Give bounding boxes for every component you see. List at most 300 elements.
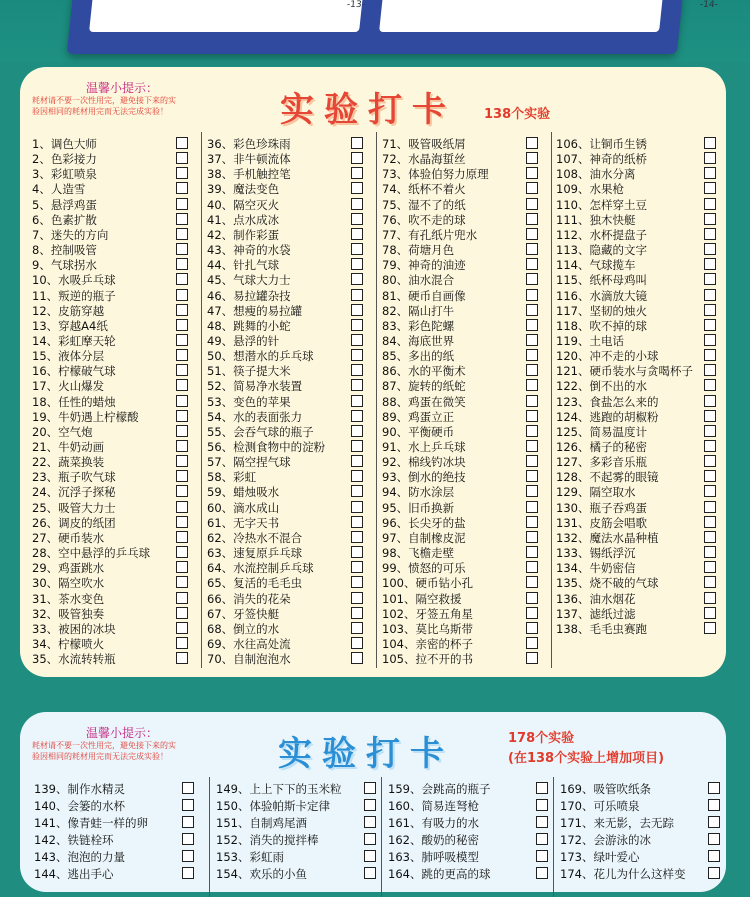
checkbox[interactable] [176,455,188,467]
checkbox[interactable] [526,440,538,452]
checkbox[interactable] [351,304,363,316]
checklist-row [560,798,738,813]
checkbox[interactable] [176,410,188,422]
checklist-row [382,272,557,287]
checkbox[interactable] [351,319,363,331]
checkbox[interactable] [182,782,194,794]
checklist-row [556,333,731,348]
experiment-label: 111、独木快艇 [556,212,636,227]
checkbox[interactable] [526,167,538,179]
checklist-row [34,866,212,881]
checkbox[interactable] [526,425,538,437]
checkbox[interactable] [176,607,188,619]
checklist-row [207,333,382,348]
experiment-label: 35、水流转转瓶 [32,652,116,667]
experiment-label: 14、彩虹摩天轮 [32,333,116,348]
checkbox[interactable] [351,652,363,664]
checkbox[interactable] [351,425,363,437]
checklist-row [560,849,738,864]
experiment-label: 75、湿不了的纸 [382,197,466,212]
checkbox[interactable] [176,501,188,513]
checklist-row [382,409,557,424]
checkbox[interactable] [526,304,538,316]
experiment-label: 101、隔空救援 [382,591,462,606]
checklist-row [382,424,557,439]
checklist-row [556,394,731,409]
checkbox[interactable] [182,867,194,879]
checkbox[interactable] [351,546,363,558]
checkbox[interactable] [526,531,538,543]
checkbox[interactable] [704,455,716,467]
checklist-row [382,454,557,469]
experiment-label: 42、制作彩蛋 [207,227,280,242]
checkbox[interactable] [176,485,188,497]
checklist-row [556,409,731,424]
checkbox[interactable] [536,816,548,828]
checkbox[interactable] [704,319,716,331]
checkbox[interactable] [351,622,363,634]
checkbox[interactable] [526,410,538,422]
checkbox[interactable] [526,576,538,588]
checkbox[interactable] [351,637,363,649]
checklist-row [382,606,557,621]
experiment-label: 26、调皮的纸团 [32,515,116,530]
checklist-row [34,832,212,847]
checklist-row [207,575,382,590]
checkbox[interactable] [351,273,363,285]
checkbox[interactable] [176,182,188,194]
checkbox[interactable] [704,379,716,391]
checkbox[interactable] [176,243,188,255]
checkbox[interactable] [708,833,720,845]
checkbox[interactable] [526,319,538,331]
checklist-row [207,151,382,166]
checkbox[interactable] [704,561,716,573]
checkbox[interactable] [526,516,538,528]
checkbox[interactable] [351,455,363,467]
checkbox[interactable] [704,485,716,497]
checklist-row [32,212,207,227]
checkbox[interactable] [526,364,538,376]
checkbox[interactable] [704,167,716,179]
checkbox[interactable] [708,816,720,828]
checkbox[interactable] [526,137,538,149]
checklist-row [560,866,738,881]
checkbox[interactable] [176,152,188,164]
checkbox[interactable] [176,304,188,316]
experiment-label: 54、水的表面张力 [207,409,303,424]
checkbox[interactable] [364,799,376,811]
checkbox[interactable] [704,198,716,210]
checklist-row [556,363,731,378]
experiment-label: 160、简易连弩枪 [388,799,479,813]
checklist-row [207,439,382,454]
checkbox[interactable] [351,592,363,604]
experiment-label: 110、怎样穿土豆 [556,197,647,212]
checkbox[interactable] [526,243,538,255]
checkbox[interactable] [704,243,716,255]
checkbox[interactable] [704,546,716,558]
checklist-row [207,288,382,303]
checkbox[interactable] [704,334,716,346]
checkbox[interactable] [182,799,194,811]
experiment-label: 74、纸杯不着火 [382,182,466,197]
experiment-label: 91、水上乒乓球 [382,440,466,454]
checklist-row [556,591,731,606]
checkbox[interactable] [176,470,188,482]
checklist-row [556,318,731,333]
experiment-label: 78、荷塘月色 [382,243,455,258]
checklist-row [32,272,207,287]
checkbox[interactable] [526,152,538,164]
experiment-label: 44、针扎气球 [207,258,280,273]
experiment-label: 174、花儿为什么这样变 [560,867,686,881]
checkbox[interactable] [704,258,716,270]
experiment-label: 117、坚韧的烛火 [556,303,647,318]
checkbox[interactable] [536,799,548,811]
experiment-label: 6、色素扩散 [32,212,97,227]
checkbox[interactable] [526,213,538,225]
experiment-label: 66、消失的花朵 [207,591,291,606]
checklist-row [382,651,557,666]
checkbox[interactable] [526,273,538,285]
experiment-label: 162、酸奶的秘密 [388,833,479,847]
checkbox[interactable] [704,152,716,164]
checklist-row [207,606,382,621]
checklist-row [207,424,382,439]
checkbox[interactable] [176,213,188,225]
checkbox[interactable] [176,561,188,573]
checkbox[interactable] [526,289,538,301]
checkbox[interactable] [526,334,538,346]
checkbox[interactable] [526,622,538,634]
checkbox[interactable] [351,440,363,452]
checklist-row [382,363,557,378]
checklist-row [556,348,731,363]
checkbox[interactable] [704,470,716,482]
checkbox[interactable] [176,167,188,179]
checkbox[interactable] [351,516,363,528]
checkbox[interactable] [526,455,538,467]
checklist-row [207,272,382,287]
checkbox[interactable] [526,228,538,240]
checkbox[interactable] [704,364,716,376]
checkbox[interactable] [526,198,538,210]
checkbox[interactable] [708,867,720,879]
checkbox[interactable] [364,816,376,828]
checklist-row [556,530,731,545]
checkbox[interactable] [704,576,716,588]
checklist-row [560,832,738,847]
checklist-row [382,545,557,560]
experiment-label: 112、水杯提盘子 [556,227,647,242]
checkbox[interactable] [526,561,538,573]
tip-line-1: 耗材请不要一次性用完，避免接下来的实 [32,96,176,105]
checkbox[interactable] [704,440,716,452]
checkbox[interactable] [176,258,188,270]
checkbox[interactable] [526,501,538,513]
checkbox[interactable] [176,622,188,634]
checkbox[interactable] [704,425,716,437]
checkbox[interactable] [536,833,548,845]
experiment-label: 82、隔山打牛 [382,303,455,318]
checkbox[interactable] [182,816,194,828]
checkbox[interactable] [351,379,363,391]
checklist-row [207,454,382,469]
checkbox[interactable] [704,228,716,240]
checkbox[interactable] [351,182,363,194]
checklist-row [32,651,207,666]
checkbox[interactable] [536,850,548,862]
experiment-label: 80、油水混合 [382,273,455,288]
experiment-label: 20、空气炮 [32,424,93,439]
column-divider [376,132,377,668]
checkbox[interactable] [176,546,188,558]
checklist-row [382,151,557,166]
checklist-row [556,515,731,530]
checkbox[interactable] [351,228,363,240]
checklist-row [32,545,207,560]
experiment-label: 31、茶水变色 [32,591,105,606]
checkbox[interactable] [708,850,720,862]
checkbox[interactable] [176,228,188,240]
checkbox[interactable] [351,243,363,255]
experiment-label: 56、检测食物中的淀粉 [207,440,326,454]
checkbox[interactable] [351,152,363,164]
checklist-row [32,409,207,424]
checkbox[interactable] [536,782,548,794]
checklist-row [207,484,382,499]
checkbox[interactable] [526,637,538,649]
experiment-label: 65、复活的毛毛虫 [207,576,303,591]
experiment-label: 163、肺呼吸模型 [388,850,479,864]
checklist-row [32,197,207,212]
checkbox[interactable] [176,198,188,210]
experiment-label: 9、气球拐水 [32,258,97,273]
checkbox[interactable] [351,334,363,346]
checklist-row [207,181,382,196]
checkbox[interactable] [526,395,538,407]
checkbox[interactable] [526,485,538,497]
checkbox[interactable] [176,273,188,285]
checkbox[interactable] [351,410,363,422]
experiment-label: 120、冲不走的小球 [556,349,659,364]
experiment-label: 8、控制吸管 [32,243,97,258]
checkbox[interactable] [176,289,188,301]
experiment-label: 67、牙签快艇 [207,606,280,621]
checklist-row [556,621,731,636]
checkbox[interactable] [708,799,720,811]
checkbox[interactable] [176,319,188,331]
checklist-row [216,798,394,813]
checklist-row [556,484,731,499]
checklist-row [560,781,738,796]
checklist-row [382,560,557,575]
checkbox[interactable] [351,137,363,149]
checkbox[interactable] [704,213,716,225]
experiment-label: 46、易拉罐杂技 [207,288,291,303]
checklist-row [32,606,207,621]
experiment-label: 7、迷失的方向 [32,227,109,242]
experiment-label: 47、想瘦的易拉罐 [207,303,303,318]
checkbox[interactable] [176,516,188,528]
experiment-label: 109、水果枪 [556,182,624,197]
checklist-row [32,348,207,363]
checklist-row [556,575,731,590]
checkbox[interactable] [351,531,363,543]
checkbox[interactable] [704,289,716,301]
checkbox[interactable] [351,470,363,482]
checklist-row [216,781,394,796]
checklist-row [32,166,207,181]
checkbox[interactable] [176,349,188,361]
checkbox[interactable] [526,607,538,619]
tip-text [32,95,222,117]
experiment-label: 89、鸡蛋立正 [382,409,455,424]
checklist-row [32,136,207,151]
checklist-row [32,242,207,257]
checkbox[interactable] [176,379,188,391]
checkbox[interactable] [351,576,363,588]
experiment-label: 50、想潜水的乒乓球 [207,349,314,364]
checkbox[interactable] [176,652,188,664]
checkbox[interactable] [351,501,363,513]
experiment-label: 63、速复原乒乓球 [207,546,303,561]
checklist-row [382,575,557,590]
checkbox[interactable] [704,304,716,316]
experiment-label: 108、油水分离 [556,167,636,182]
checklist-row [32,394,207,409]
experiment-label: 164、跳的更高的球 [388,867,491,881]
checklist-row [34,815,212,830]
checkbox[interactable] [704,349,716,361]
checkbox[interactable] [351,198,363,210]
experiment-label: 61、无字天书 [207,515,280,530]
card-heading: 实验打卡 [280,90,456,130]
experiment-label: 16、柠檬破气球 [32,364,116,379]
checklist-row [207,227,382,242]
checkbox[interactable] [176,137,188,149]
checklist-row [207,469,382,484]
checklist-row [556,469,731,484]
experiment-label: 116、水滴放大镜 [556,288,647,303]
checkbox[interactable] [351,395,363,407]
experiment-label: 62、冷热水不混合 [207,530,303,545]
tip-title: 温馨小提示： [86,726,159,740]
checklist-row [207,242,382,257]
checkbox[interactable] [526,652,538,664]
checkbox[interactable] [704,607,716,619]
checkbox[interactable] [351,258,363,270]
checkbox[interactable] [351,364,363,376]
checkbox[interactable] [364,782,376,794]
checklist-row [207,545,382,560]
checkbox[interactable] [704,182,716,194]
checklist-row [216,849,394,864]
column-divider [201,132,202,668]
checkbox[interactable] [351,289,363,301]
checkbox[interactable] [176,637,188,649]
checklist-row [207,515,382,530]
checkbox[interactable] [351,349,363,361]
checkbox[interactable] [526,349,538,361]
experiment-label: 126、橘子的秘密 [556,440,647,454]
experiment-label: 103、莫比乌斯带 [382,621,473,636]
checkbox[interactable] [182,833,194,845]
checkbox[interactable] [536,867,548,879]
checkbox[interactable] [351,607,363,619]
experiment-label: 169、吸管吹纸条 [560,782,651,796]
checkbox[interactable] [176,440,188,452]
experiment-label: 2、色彩接力 [32,152,97,167]
checkbox[interactable] [704,410,716,422]
checklist-row [388,849,566,864]
experiment-label: 132、魔法水晶种植 [556,530,659,545]
checklist-row [32,181,207,196]
experiment-count: 178个实验 [508,731,575,746]
checkbox[interactable] [704,516,716,528]
checklist-row [556,378,731,393]
checkbox[interactable] [351,213,363,225]
checkbox[interactable] [704,622,716,634]
experiment-label: 128、不起雾的眼镜 [556,470,659,485]
checkbox[interactable] [704,137,716,149]
checkbox[interactable] [704,592,716,604]
checklist-row [556,560,731,575]
checkbox[interactable] [364,833,376,845]
checklist-row [207,378,382,393]
experiment-label: 41、点水成冰 [207,212,280,227]
experiment-label: 92、棉线钓冰块 [382,455,466,470]
checkbox[interactable] [526,379,538,391]
experiment-label: 129、隔空取水 [556,485,636,500]
checkbox[interactable] [704,273,716,285]
checklist-row [388,832,566,847]
checkbox[interactable] [176,576,188,588]
checkbox[interactable] [176,531,188,543]
checkbox[interactable] [176,334,188,346]
checkbox[interactable] [526,546,538,558]
checkbox[interactable] [708,782,720,794]
checklist-row [556,166,731,181]
checkbox[interactable] [526,592,538,604]
checkbox[interactable] [364,867,376,879]
checkbox[interactable] [351,561,363,573]
checkbox[interactable] [526,182,538,194]
experiment-label: 131、皮筋会唱歌 [556,515,647,530]
checkbox[interactable] [526,258,538,270]
checkbox[interactable] [176,395,188,407]
checkbox[interactable] [526,470,538,482]
checklist-row [207,212,382,227]
checkbox[interactable] [364,850,376,862]
checkbox[interactable] [704,395,716,407]
checkbox[interactable] [182,850,194,862]
checklist-row [207,394,382,409]
experiment-label: 85、多出的纸 [382,349,455,364]
experiment-label: 119、土电话 [556,333,624,348]
checkbox[interactable] [351,167,363,179]
checkbox[interactable] [704,501,716,513]
checkbox[interactable] [351,485,363,497]
checklist-row [207,318,382,333]
checklist-row [32,500,207,515]
checkbox[interactable] [176,425,188,437]
checkbox[interactable] [704,531,716,543]
checkbox[interactable] [176,592,188,604]
experiment-label: 21、牛奶动画 [32,440,105,454]
checkbox[interactable] [176,364,188,376]
